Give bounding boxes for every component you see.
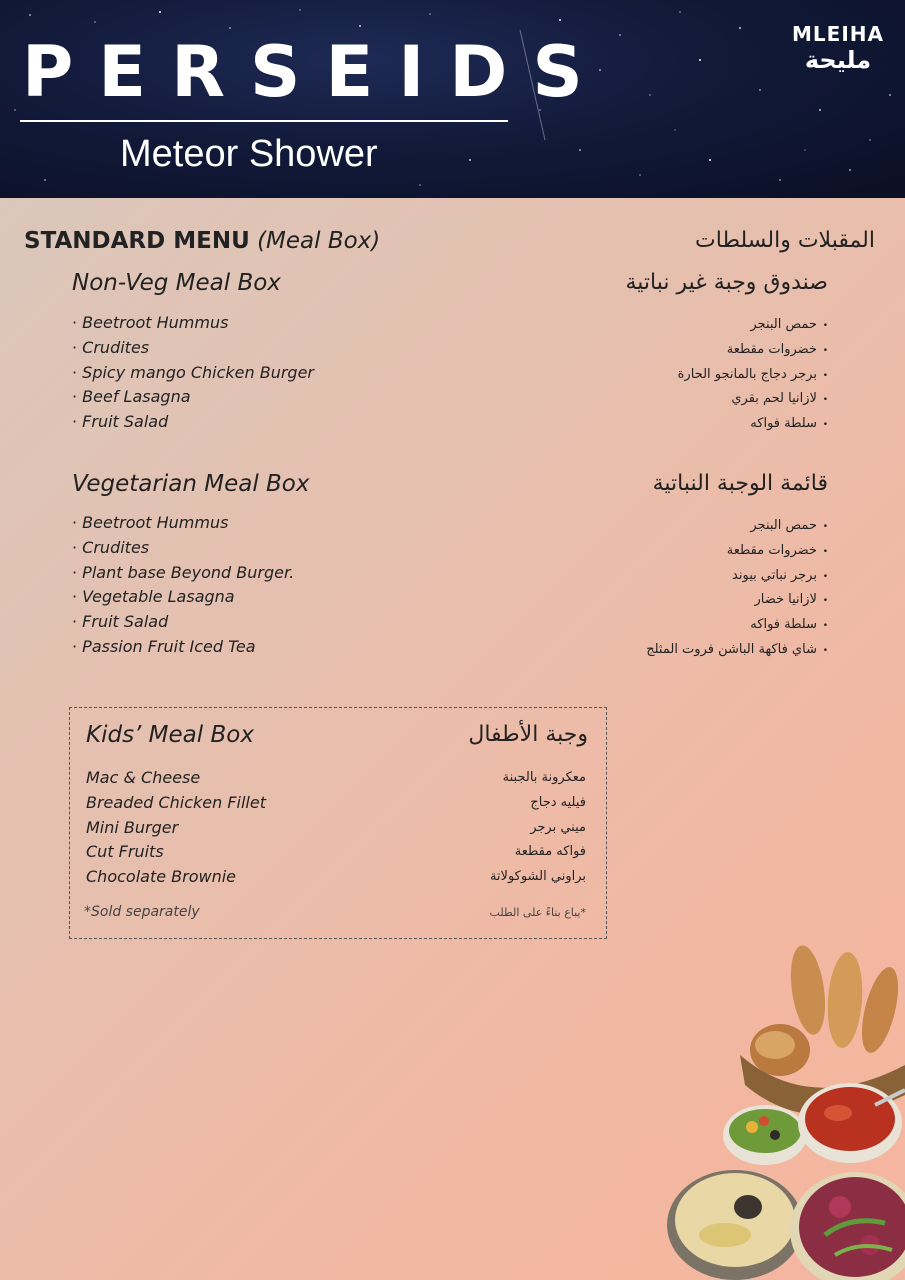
list-item: • حمص البنجر: [646, 514, 828, 539]
list-item: · Fruit Salad: [72, 610, 294, 635]
list-item: · Spicy mango Chicken Burger: [72, 361, 314, 386]
event-subtitle: Meteor Shower: [120, 133, 378, 175]
header-banner: [0, 0, 905, 198]
logo-latin-text: MLEIHA: [792, 22, 884, 46]
event-title: PERSEIDS: [22, 31, 608, 113]
list-item: · Crudites: [72, 536, 294, 561]
kids-title: Kids’ Meal Box: [86, 722, 254, 748]
bread-loaves: [750, 945, 905, 1076]
beet-salad-bowl: [790, 1172, 905, 1280]
non-veg-items-arabic: [678, 313, 828, 437]
standard-menu-suffix: (Meal Box): [257, 228, 381, 254]
kids-title-arabic: وجبة الأطفال: [468, 722, 588, 747]
list-item: Mac & Cheese: [86, 768, 201, 787]
standard-menu-heading-arabic: المقبلات والسلطات: [695, 228, 875, 253]
list-item: ميني برجر: [530, 819, 586, 835]
standard-menu-label: STANDARD MENU: [24, 228, 250, 254]
list-item: · Plant base Beyond Burger.: [72, 561, 294, 586]
list-item: • سلطة فواكه: [678, 412, 828, 437]
list-item: · Vegetable Lasagna: [72, 585, 294, 610]
salad-bowl: [723, 1105, 807, 1165]
non-veg-title-arabic: صندوق وجبة غير نباتية: [625, 270, 828, 295]
list-item: · Passion Fruit Iced Tea: [72, 635, 294, 660]
list-item: • حمص البنجر: [678, 313, 828, 338]
kids-meal-box: [69, 707, 607, 939]
sold-separately-note: *Sold separately: [84, 904, 200, 920]
list-item: · Crudites: [72, 336, 314, 361]
list-item: • سلطة فواكه: [646, 613, 828, 638]
non-veg-title: Non-Veg Meal Box: [72, 270, 281, 296]
list-item: • شاي فاكهة الباشن فروت المثلج: [646, 638, 828, 663]
list-item: • برجر نباتي بيوند: [646, 564, 828, 589]
kids-items-arabic: [490, 766, 586, 890]
list-item: · Beetroot Hummus: [72, 311, 314, 336]
vegetarian-title: Vegetarian Meal Box: [72, 471, 310, 497]
hummus-bowl: [667, 1170, 803, 1280]
list-item: براوني الشوكولاتة: [489, 869, 586, 885]
vegetarian-items: [72, 511, 294, 660]
list-item: • برجر دجاج بالمانجو الحارة: [678, 363, 828, 388]
list-item: · Fruit Salad: [72, 410, 314, 435]
vegetarian-title-arabic: قائمة الوجبة النباتية: [652, 471, 828, 496]
list-item: Mini Burger: [86, 817, 179, 837]
list-item: · Beef Lasagna: [72, 385, 314, 410]
list-item: · Beetroot Hummus: [72, 511, 294, 536]
list-item: Cut Fruits: [86, 842, 164, 862]
non-veg-items: [72, 311, 314, 435]
mleiha-logo: [790, 22, 886, 74]
sold-separately-note-arabic: *يباع بناءً على الطلب: [489, 906, 586, 919]
list-item: فيليه دجاج: [530, 794, 586, 810]
list-item: • خضروات مقطعة: [678, 338, 828, 363]
title-divider: [20, 120, 508, 122]
list-item: • خضروات مقطعة: [646, 539, 828, 564]
list-item: • لازانيا لحم بقري: [678, 387, 828, 412]
list-item: فواكه مقطعة: [514, 844, 586, 860]
list-item: Breaded Chicken Fillet: [86, 792, 266, 812]
list-item: • لازانيا خضار: [646, 588, 828, 613]
list-item: Chocolate Brownie: [86, 867, 236, 887]
kids-items: [86, 766, 266, 890]
vegetarian-items-arabic: [646, 514, 828, 663]
logo-arabic-text: مليحة: [804, 46, 872, 74]
standard-menu-heading: [24, 228, 380, 254]
list-item: معكرونة بالجبنة: [502, 770, 586, 785]
food-illustration: [660, 945, 905, 1280]
